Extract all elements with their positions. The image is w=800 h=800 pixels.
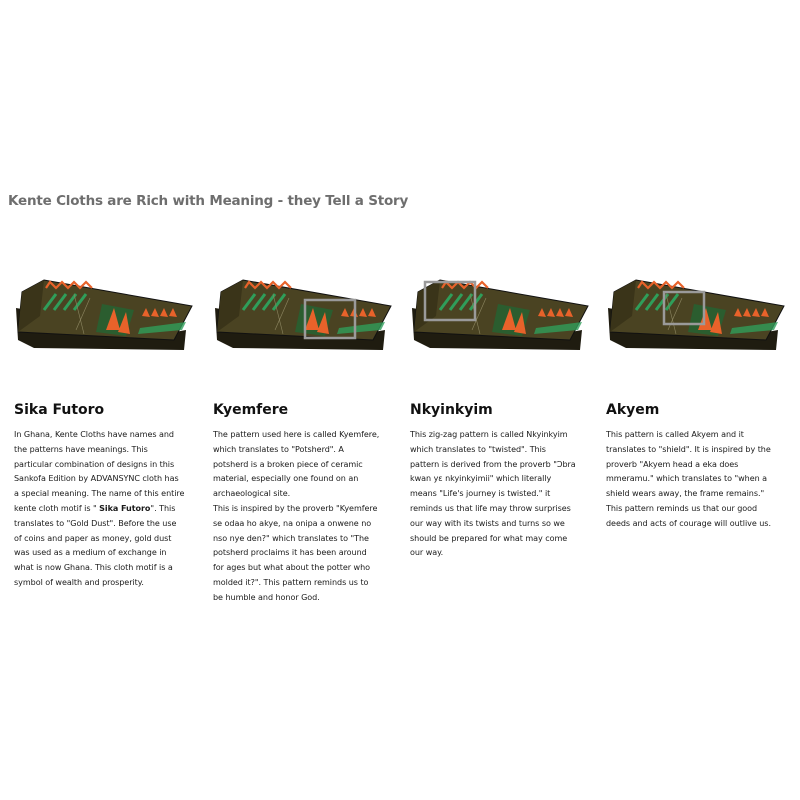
cloth-drawing <box>606 270 786 355</box>
kente-cloth-image-nkyinkyim <box>410 270 590 355</box>
panel-description <box>606 428 784 532</box>
description-line: should be prepared for what may come <box>410 533 568 543</box>
panel-title: Sika Futoro <box>14 402 105 418</box>
description-line: our way. <box>410 548 444 558</box>
description-line: archaeological site. <box>213 489 291 499</box>
description-line: This pattern is called Akyem and it <box>606 430 744 439</box>
description-line: which translates to "Potsherd". A <box>213 444 344 454</box>
description-line: of coins and paper as money, gold dust <box>14 533 172 543</box>
panel-description <box>410 428 588 561</box>
description-line: material, especially one found on an <box>213 474 359 484</box>
cloth-drawing <box>410 270 590 355</box>
description-line: nso nye den?" which translates to "The <box>213 533 369 543</box>
description-line: proverb "Akyem head a eka does <box>606 459 739 469</box>
panel-description <box>14 428 192 591</box>
description-line: kwan yɛ nkyinkyimii" which literally <box>410 474 552 484</box>
description-line: potsherd proclaims it has been around <box>213 548 367 558</box>
description-line: was used as a medium of exchange in <box>14 548 167 558</box>
description-line: translates to "shield". It is inspired by the <box>606 444 771 454</box>
description-line: deeds and acts of courage will outlive us. <box>606 518 771 528</box>
description-line: the patterns have meanings. This <box>14 444 148 454</box>
kente-cloth-image-akyem <box>606 270 786 355</box>
description-line: for ages but what about the potter who <box>213 563 371 573</box>
description-line: kente cloth motif is " Sika Futoro". This <box>14 503 176 513</box>
cloth-drawing <box>14 270 194 355</box>
description-line: In Ghana, Kente Cloths have names and <box>14 430 174 439</box>
panel-title: Kyemfere <box>213 402 289 418</box>
panel-title: Nkyinkyim <box>410 402 493 418</box>
description-line: This zig-zag pattern is called Nkyinkyim <box>410 430 568 439</box>
panel-description <box>213 428 391 606</box>
panel-kyemfere <box>213 402 391 606</box>
description-line: This is inspired by the proverb "Kyemfere <box>213 503 378 513</box>
panel-akyem <box>606 402 784 532</box>
description-line: symbol of wealth and prosperity. <box>14 577 144 587</box>
cloth-drawing <box>213 270 393 355</box>
description-line: which translates to "twisted". This <box>410 444 546 454</box>
description-line: This pattern reminds us that our good <box>606 503 758 513</box>
description-line: Sankofa Edition by ADVANSYNC cloth has <box>14 474 179 484</box>
description-line: molded it?". This pattern reminds us to <box>213 577 369 587</box>
description-line: translates to "Gold Dust". Before the use <box>14 518 177 528</box>
description-line: a special meaning. The name of this entire <box>14 489 185 499</box>
description-line: shield wears away, the frame remains." <box>606 489 765 499</box>
description-line: our way with its twists and turns so we <box>410 518 565 528</box>
description-line: potsherd is a broken piece of ceramic <box>213 459 363 469</box>
description-line: reminds us that life may throw surprises <box>410 503 571 513</box>
description-line: what is now Ghana. This cloth motif is a <box>14 563 173 573</box>
description-line: mmeramu." which translates to "when a <box>606 474 768 484</box>
description-line: be humble and honor God. <box>213 592 320 602</box>
description-line: means "Life's journey is twisted." it <box>410 489 551 499</box>
description-line: pattern is derived from the proverb "Ɔbra <box>410 459 576 469</box>
panel-sika-futoro <box>14 402 192 591</box>
page-headline: Kente Cloths are Rich with Meaning - they Tell a Story <box>8 193 409 209</box>
description-line: The pattern used here is called Kyemfere, <box>213 430 380 439</box>
description-line: se odaa ho akye, na onipa a onwene no <box>213 518 372 528</box>
description-line: particular combination of designs in this <box>14 459 175 469</box>
panel-nkyinkyim <box>410 402 588 561</box>
kente-cloth-image-kyemfere <box>213 270 393 355</box>
panel-title: Akyem <box>606 402 660 418</box>
kente-cloth-image-sika-futoro <box>14 270 194 355</box>
